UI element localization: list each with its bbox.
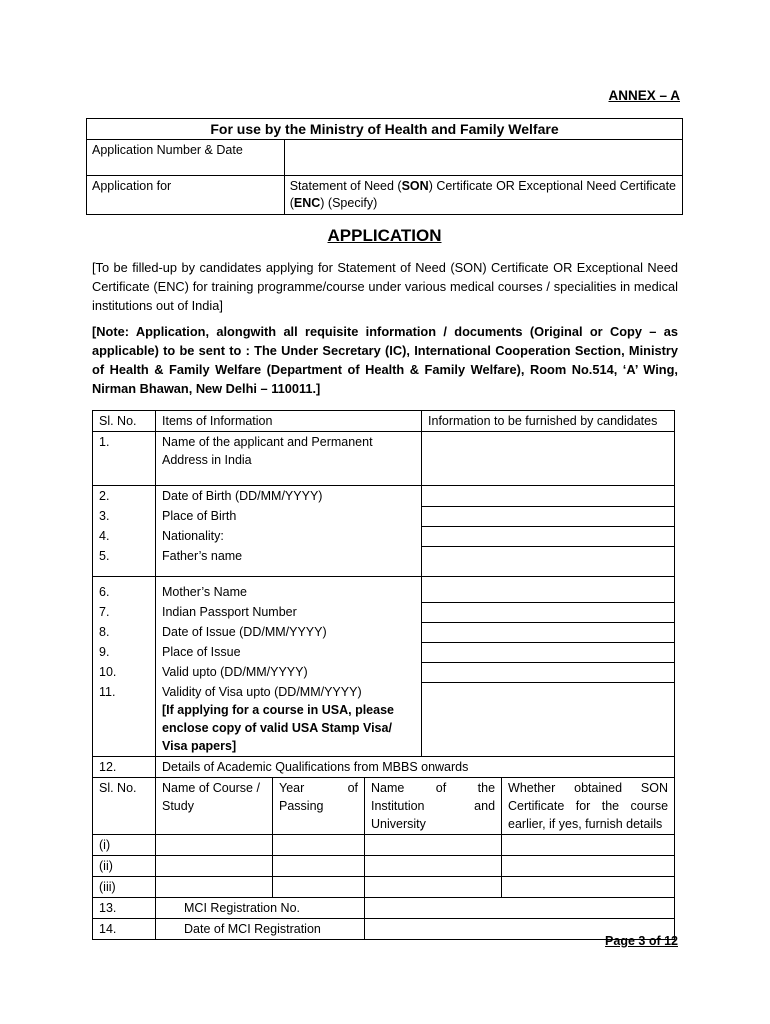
qual-header-sl: Sl. No. <box>93 778 156 835</box>
row-sl: 3. <box>93 506 156 526</box>
row-item: Valid upto (DD/MM/YYYY) <box>156 662 422 682</box>
qual-header-year: Year of Passing <box>273 778 365 835</box>
qual-institution-field[interactable] <box>365 835 502 856</box>
qual-institution-field[interactable] <box>365 856 502 877</box>
qual-row-sl: (iii) <box>93 877 156 898</box>
row-item: Date of Birth (DD/MM/YYYY) <box>156 486 422 507</box>
qual-course-field[interactable] <box>156 835 273 856</box>
row-item: Place of Issue <box>156 642 422 662</box>
mci-registration-number-field[interactable] <box>365 898 675 919</box>
row-sl: 12. <box>93 757 156 778</box>
row-sl: 13. <box>93 898 156 919</box>
application-number-field[interactable] <box>284 140 682 176</box>
row-sl: 9. <box>93 642 156 662</box>
row-sl: 4. <box>93 526 156 546</box>
row-item: Name of the applicant and Permanent Address in India <box>156 432 422 486</box>
qual-son-field[interactable] <box>502 856 675 877</box>
row-sl: 11. <box>93 682 156 757</box>
abbreviation: SON <box>401 179 429 193</box>
visa-validity-field[interactable] <box>422 682 675 757</box>
row-item: Nationality: <box>156 526 422 546</box>
header-info: Information to be furnished by candidates <box>422 411 675 432</box>
place-of-issue-field[interactable] <box>422 642 675 662</box>
qual-course-field[interactable] <box>156 856 273 877</box>
abbreviation: ENC <box>293 196 321 210</box>
header-items: Items of Information <box>156 411 422 432</box>
row-item: MCI Registration No. <box>156 898 365 919</box>
qual-son-field[interactable] <box>502 877 675 898</box>
qual-year-field[interactable] <box>273 877 365 898</box>
annex-label: ANNEX – A <box>608 88 680 103</box>
row-sl: 6. <box>93 576 156 602</box>
row-sl: 5. <box>93 546 156 576</box>
row-sl: 10. <box>93 662 156 682</box>
application-for-value: Statement of Need (SON) Certificate OR Exceptional Need Certificate (ENC) (Specify) <box>284 176 682 215</box>
row-item-text: Validity of Visa upto (DD/MM/YYYY) <box>162 685 362 699</box>
row-item: Date of Issue (DD/MM/YYYY) <box>156 622 422 642</box>
office-use-heading: For use by the Ministry of Health and Family Welfare <box>87 119 683 140</box>
application-number-label: Application Number & Date <box>87 140 285 176</box>
row-item: Father’s name <box>156 546 422 576</box>
row-sl: 2. <box>93 486 156 507</box>
qual-year-field[interactable] <box>273 856 365 877</box>
page-number: Page 3 of 12 <box>605 934 678 948</box>
row-item: Details of Academic Qualifications from MBBS onwards <box>156 757 675 778</box>
qual-son-field[interactable] <box>502 835 675 856</box>
passport-issue-date-field[interactable] <box>422 622 675 642</box>
qual-header-son: Whether obtained SON Certificate for the course earlier, if yes, furnish details <box>502 778 675 835</box>
note-text: [Note: Application, alongwith all requisite information / documents (Original or Copy – as applicable) to be sent to : The Under Secretary (IC), International Cooperation Section, Ministry of Health & Family Welfare (Department of Health & Family Welfare), Room No.514, ‘A’ Wing, Nirman Bhawan, New Delhi – 110011.] <box>92 324 678 396</box>
fathers-name-field[interactable] <box>422 546 675 576</box>
passport-valid-upto-field[interactable] <box>422 662 675 682</box>
qual-course-field[interactable] <box>156 877 273 898</box>
qual-header-institution: Name of the Institution and University <box>365 778 502 835</box>
qual-row-sl: (ii) <box>93 856 156 877</box>
passport-number-field[interactable] <box>422 602 675 622</box>
row-sl: 7. <box>93 602 156 622</box>
date-of-birth-field[interactable] <box>422 486 675 507</box>
office-use-table <box>86 118 683 215</box>
usa-visa-note: [If applying for a course in USA, please enclose copy of valid USA Stamp Visa/ Visa papers] <box>162 703 394 753</box>
row-item <box>156 682 422 757</box>
row-sl: 8. <box>93 622 156 642</box>
row-item: Place of Birth <box>156 506 422 526</box>
row-sl: 1. <box>93 432 156 486</box>
row-sl: 14. <box>93 919 156 940</box>
application-for-label: Application for <box>87 176 285 215</box>
qual-year-field[interactable] <box>273 835 365 856</box>
qual-row-sl: (i) <box>93 835 156 856</box>
qual-header-course: Name of Course / Study <box>156 778 273 835</box>
row-item: Date of MCI Registration <box>156 919 365 940</box>
intro-text: [To be filled-up by candidates applying for Statement of Need (SON) Certificate OR Exceptional Need Certificate (ENC) for training programme/course under various medical courses / specialities in medical institutions out of India] <box>92 260 678 313</box>
nationality-field[interactable] <box>422 526 675 546</box>
applicant-name-address-field[interactable] <box>422 432 675 486</box>
mothers-name-field[interactable] <box>422 576 675 602</box>
application-form-table <box>92 410 675 940</box>
page-title: APPLICATION <box>327 226 442 245</box>
qual-institution-field[interactable] <box>365 877 502 898</box>
row-item: Indian Passport Number <box>156 602 422 622</box>
header-sl: Sl. No. <box>93 411 156 432</box>
place-of-birth-field[interactable] <box>422 506 675 526</box>
row-item: Mother’s Name <box>156 576 422 602</box>
